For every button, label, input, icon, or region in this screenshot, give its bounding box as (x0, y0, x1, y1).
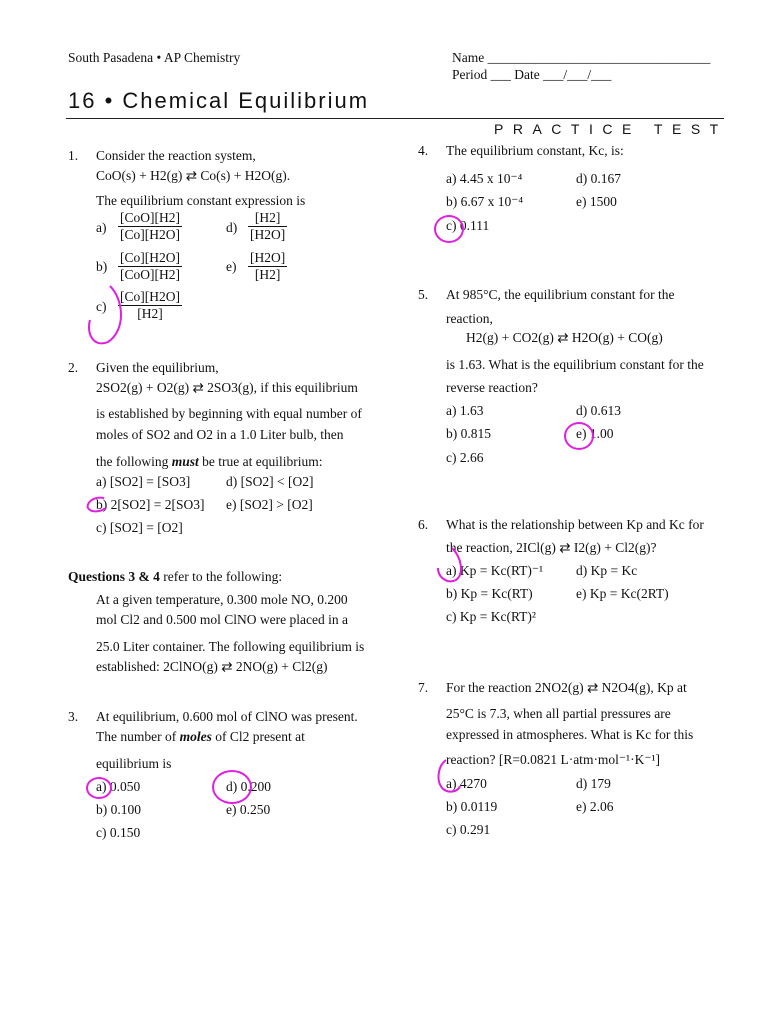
q3-number: 3. (68, 709, 79, 724)
q34-line-3: 25.0 Liter container. The following equilibrium is (96, 639, 365, 654)
q7-option-c[interactable]: c) 0.291 (446, 822, 491, 837)
q3-answer-mark-a (86, 777, 112, 799)
q1-c-denominator: [H2] (137, 306, 163, 321)
period-date-field[interactable]: Period ___ Date ___/___/___ (452, 67, 612, 82)
q3-line-3: equilibrium is (96, 756, 172, 771)
q5-reaction: H2(g) + CO2(g) ⇄ H2O(g) + CO(g) (466, 330, 663, 345)
q5-option-c[interactable]: c) 2.66 (446, 450, 484, 465)
q34-lead-bold: Questions 3 & 4 (68, 569, 160, 584)
q1-stem-2: The equilibrium constant expression is (96, 193, 306, 208)
name-field[interactable]: Name _________________________________ (452, 50, 711, 65)
q7-line-2: 25°C is 7.3, when all partial pressures are (446, 706, 671, 721)
q1-option-a-fraction (118, 210, 182, 243)
q1-option-b-fraction (118, 250, 182, 283)
q34-line-1: At a given temperature, 0.300 mole NO, 0.200 (96, 592, 348, 607)
q1-option-c-label[interactable]: c) (96, 299, 107, 314)
q4-option-e[interactable]: e) 1500 (576, 194, 617, 209)
q5-option-b[interactable]: b) 0.815 (446, 426, 491, 441)
q4-number: 4. (418, 143, 429, 158)
q5-option-e[interactable]: e) 1.00 (576, 426, 614, 441)
q3-line-1: At equilibrium, 0.600 mol of ClNO was present. (96, 709, 358, 724)
q4-stem: The equilibrium constant, Kc, is: (446, 143, 624, 158)
q6-answer-mark (432, 544, 468, 586)
q6-option-b[interactable]: b) Kp = Kc(RT) (446, 586, 533, 601)
q7-line-3: expressed in atmospheres. What is Kc for this (446, 727, 694, 742)
q4-option-b[interactable]: b) 6.67 x 10⁻⁴ (446, 194, 524, 209)
practice-test-label: PRACTICE TEST (494, 121, 728, 137)
q7-line-1: For the reaction 2NO2(g) ⇄ N2O4(g), Kp at (446, 680, 687, 695)
q1-b-denominator: [CoO][H2] (120, 267, 180, 282)
q3-line-2 (96, 729, 305, 745)
q2-option-e[interactable]: e) [SO2] > [O2] (226, 497, 313, 512)
q6-option-a[interactable]: a) Kp = Kc(RT)⁻¹ (446, 563, 544, 578)
q1-option-d-label[interactable]: d) (226, 220, 238, 235)
q1-d-denominator: [H2O] (250, 227, 286, 242)
q1-a-numerator: [CoO][H2] (120, 210, 180, 225)
q2-line-5a: the following (96, 454, 172, 469)
q2-line-5c: be true at equilibrium: (198, 454, 323, 469)
q6-number: 6. (418, 517, 429, 532)
q3-answer-mark-d (212, 770, 252, 804)
q1-answer-mark (80, 280, 136, 350)
q5-line-1: At 985°C, the equilibrium constant for the (446, 287, 675, 302)
q7-option-e[interactable]: e) 2.06 (576, 799, 614, 814)
q1-stem: Consider the reaction system, (96, 148, 256, 163)
q1-option-e-label[interactable]: e) (226, 259, 237, 274)
q2-answer-mark (82, 494, 112, 516)
q1-option-d-fraction (248, 210, 287, 243)
q6-line-1: What is the relationship between Kp and Kc for (446, 517, 704, 532)
q7-line-4: reaction? [R=0.0821 L·atm·mol⁻¹·K⁻¹] (446, 752, 661, 767)
q2-line-3: is established by beginning with equal number of (96, 406, 362, 421)
q4-answer-mark (434, 215, 464, 243)
q6-option-c[interactable]: c) Kp = Kc(RT)² (446, 609, 536, 624)
q5-answer-mark (564, 422, 594, 450)
q34-line-2: mol Cl2 and 0.500 mol ClNO were placed in a (96, 612, 348, 627)
q6-option-e[interactable]: e) Kp = Kc(2RT) (576, 586, 669, 601)
q4-option-a[interactable]: a) 4.45 x 10⁻⁴ (446, 171, 523, 186)
q3-option-b[interactable]: b) 0.100 (96, 802, 141, 817)
q2-option-c[interactable]: c) [SO2] = [O2] (96, 520, 183, 535)
q1-c-numerator: [Co][H2O] (120, 289, 180, 304)
q3-line-2c: of Cl2 present at (211, 729, 305, 744)
q2-option-a[interactable]: a) [SO2] = [SO3] (96, 474, 191, 489)
q3-line-2a: The number of (96, 729, 180, 744)
q2-must-emphasis: must (171, 454, 199, 469)
q5-line-5: reverse reaction? (446, 380, 538, 395)
q2-option-b[interactable]: b) 2[SO2] = 2[SO3] (96, 497, 205, 512)
q3-option-d[interactable]: d) 0.200 (226, 779, 271, 794)
q7-number: 7. (418, 680, 429, 695)
q1-e-numerator: [H2O] (250, 250, 286, 265)
q1-a-denominator: [Co][H2O] (120, 227, 180, 242)
school-course: South Pasadena • AP Chemistry (68, 50, 241, 65)
q5-option-a[interactable]: a) 1.63 (446, 403, 484, 418)
q5-option-d[interactable]: d) 0.613 (576, 403, 621, 418)
q7-option-b[interactable]: b) 0.0119 (446, 799, 498, 814)
q1-e-denominator: [H2] (254, 267, 281, 282)
q6-option-d[interactable]: d) Kp = Kc (576, 563, 638, 578)
q3-option-c[interactable]: c) 0.150 (96, 825, 141, 840)
header-divider (66, 118, 724, 119)
q5-line-2: reaction, (446, 311, 493, 326)
q4-option-c[interactable]: c) 0.111 (446, 218, 490, 233)
q34-lead (68, 569, 282, 585)
q7-option-d[interactable]: d) 179 (576, 776, 611, 791)
q5-number: 5. (418, 287, 429, 302)
q3-moles-emphasis: moles (179, 729, 212, 744)
q7-answer-mark (432, 756, 466, 796)
q5-line-4: is 1.63. What is the equilibrium constant for the (446, 357, 704, 372)
q34-line-4: established: 2ClNO(g) ⇄ 2NO(g) + Cl2(g) (96, 659, 328, 674)
q2-number: 2. (68, 360, 79, 375)
q3-option-e[interactable]: e) 0.250 (226, 802, 271, 817)
q2-line-2: 2SO2(g) + O2(g) ⇄ 2SO3(g), if this equilibrium (96, 380, 358, 395)
q7-option-a[interactable]: a) 4270 (446, 776, 487, 791)
q1-reaction: CoO(s) + H2(g) ⇄ Co(s) + H2O(g). (96, 168, 291, 183)
q1-number: 1. (68, 148, 79, 163)
page-title: 16 • Chemical Equilibrium (68, 88, 370, 113)
q1-d-numerator: [H2] (248, 210, 287, 227)
q2-line-4: moles of SO2 and O2 in a 1.0 Liter bulb, then (96, 427, 344, 442)
q2-line-5 (96, 454, 322, 470)
q3-option-a[interactable]: a) 0.050 (96, 779, 141, 794)
q6-line-2: the reaction, 2ICl(g) ⇄ I2(g) + Cl2(g)? (446, 540, 657, 555)
q4-option-d[interactable]: d) 0.167 (576, 171, 621, 186)
q1-b-numerator: [Co][H2O] (120, 250, 180, 265)
q1-option-e-fraction (248, 250, 287, 283)
q34-lead-rest: refer to the following: (159, 569, 283, 584)
q1-option-b-label[interactable]: b) (96, 259, 108, 274)
q2-option-d[interactable]: d) [SO2] < [O2] (226, 474, 314, 489)
q1-option-a-label[interactable]: a) (96, 220, 107, 235)
q2-line-1: Given the equilibrium, (96, 360, 219, 375)
